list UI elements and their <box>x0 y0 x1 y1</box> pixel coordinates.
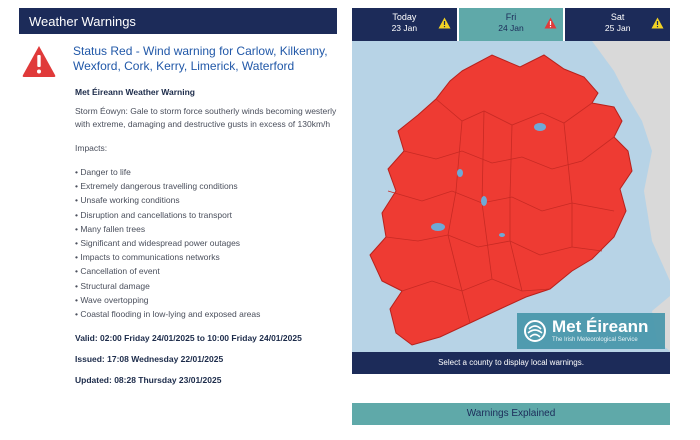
warning-source: Met Éireann Weather Warning <box>75 87 195 97</box>
tab-day-label: Today <box>392 12 417 22</box>
warning-detail-panel <box>19 8 337 440</box>
warning-title: Status Red - Wind warning for Carlow, Kilkenny, Wexford, Cork, Kerry, Limerick, Waterford <box>73 44 328 73</box>
tab-day-label: Sat <box>610 12 625 22</box>
panel-header: Weather Warnings <box>19 8 337 34</box>
ireland-counties[interactable] <box>370 55 632 345</box>
map-caption: Select a county to display local warnings. <box>352 352 670 374</box>
tab-date-label: 24 Jan <box>498 23 524 33</box>
impact-item: • Extremely dangerous travelling conditions <box>75 179 337 193</box>
tab-date-label: 23 Jan <box>391 23 418 33</box>
warning-description: Storm Éowyn: Gale to storm force southerly winds becoming westerly with extreme, damaging and destructive gusts in excess of 130km/h <box>75 106 337 129</box>
ireland-warning-map[interactable] <box>352 41 670 374</box>
impact-item: • Many fallen trees <box>75 222 337 236</box>
tab-sat[interactable] <box>565 8 670 41</box>
issued-time: Issued: 17:08 Wednesday 22/01/2025 <box>75 354 224 365</box>
warnings-explained-button[interactable]: Warnings Explained <box>352 403 670 425</box>
updated-time: Updated: 08:28 Thursday 23/01/2025 <box>75 375 222 386</box>
met-eireann-logo <box>517 313 665 349</box>
met-eireann-logo-icon <box>523 319 547 343</box>
impacts-label: Impacts: <box>75 143 108 153</box>
red-warning-icon <box>544 17 557 29</box>
impact-item: • Danger to life <box>75 165 337 179</box>
warning-row <box>19 44 337 78</box>
valid-period: Valid: 02:00 Friday 24/01/2025 to 10:00 Friday 24/01/2025 <box>75 333 302 344</box>
tab-today[interactable] <box>352 8 459 41</box>
impact-item: • Unsafe working conditions <box>75 193 337 207</box>
impact-item: • Impacts to communications networks <box>75 250 337 264</box>
yellow-warning-icon <box>438 17 451 29</box>
tab-day-label: Fri <box>505 12 517 22</box>
warning-map-panel <box>352 8 670 425</box>
warning-triangle-icon <box>21 44 57 78</box>
day-tabs <box>352 8 670 41</box>
impact-item: • Significant and widespread power outages <box>75 236 337 250</box>
impact-item: • Cancellation of event <box>75 264 337 278</box>
logo-name: Met Éireann <box>552 317 649 336</box>
logo-tagline: The Irish Meteorological Service <box>552 337 638 343</box>
tab-date-label: 25 Jan <box>604 23 631 33</box>
impact-item: • Coastal flooding in low-lying and exposed areas <box>75 307 337 321</box>
impacts-list <box>75 165 337 321</box>
impact-item: • Structural damage <box>75 279 337 293</box>
tab-fri[interactable] <box>459 8 566 41</box>
impact-item: • Wave overtopping <box>75 293 337 307</box>
yellow-warning-icon <box>651 17 664 29</box>
impact-item: • Disruption and cancellations to transport <box>75 208 337 222</box>
